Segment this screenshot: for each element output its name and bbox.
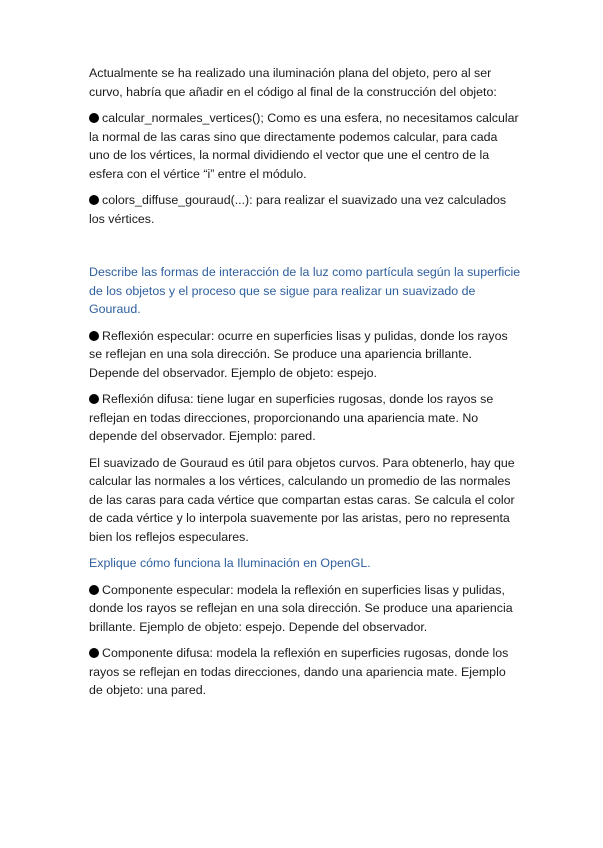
bullet-item-componente-difusa — [89, 644, 521, 700]
question-heading-1: Describe las formas de interacción de la luz como partícula según la superficie de los objetos y el proceso que se sigue para realizar un suavizado de Gouraud. — [89, 265, 521, 316]
bullet-item-reflexion-difusa — [89, 390, 521, 446]
bullet-item-normales — [89, 109, 521, 183]
bullet-text: calcular_normales_vertices(); Como es una esfera, no necesitamos calcular la normal de las caras sino que directamente podemos calcular, para cada uno de los vértices, la normal dividiendo el vector que une el centro de la esfera con el vértice “i” entre el módulo. — [89, 111, 519, 181]
bullet-icon — [89, 195, 99, 205]
bullet-icon — [89, 648, 99, 658]
bullet-icon — [89, 585, 99, 595]
bullet-text: Componente difusa: modela la reflexión en superficies rugosas, donde los rayos se reflejan en todas direcciones, dando una apariencia mate. Ejemplo de objeto: una pared. — [89, 646, 509, 697]
bullet-text: Componente especular: modela la reflexión en superficies lisas y pulidas, donde los rayos se reflejan en una sola dirección. Se produce una apariencia brillante. Ejemplo de objeto: espejo. Depende del observador. — [89, 582, 513, 634]
bullet-icon — [89, 331, 99, 341]
bullet-item-componente-especular — [89, 581, 521, 637]
bullet-text: Reflexión difusa: tiene lugar en superficies rugosas, donde los rayos se reflejan en todas direcciones, proporcionando una apariencia mate. No depende del observador. Ejemplo: pared. — [89, 392, 494, 443]
bullet-text: colors_diffuse_gouraud(...): para realizar el suavizado una vez calculados los vértices. — [89, 193, 507, 226]
intro-paragraph: Actualmente se ha realizado una iluminación plana del objeto, pero al ser curvo, habría que añadir en el código al final de la construcción del objeto: — [89, 66, 497, 99]
gouraud-paragraph: El suavizado de Gouraud es útil para objetos curvos. Para obtenerlo, hay que calcular las normales a los vértices, calculando un promedio de las normales de las caras para cada vértice que compartan estas caras. Se calcula el color de cada vértice y lo interpola suavemente por las aristas, pero no representa bien los reflejos especulares. — [89, 455, 515, 544]
bullet-item-reflexion-especular — [89, 327, 521, 383]
bullet-icon — [89, 113, 99, 123]
question-heading-2: Explique cómo funciona la Iluminación en OpenGL. — [89, 556, 371, 570]
bullet-item-gouraud-colors — [89, 191, 521, 228]
section-gap — [89, 236, 521, 263]
bullet-icon — [89, 394, 99, 404]
document-content — [89, 64, 521, 708]
bullet-text: Reflexión especular: ocurre en superficies lisas y pulidas, donde los rayos se reflejan en una sola dirección. Se produce una apariencia brillante. Depende del observador. Ejemplo de objeto: espejo. — [89, 328, 508, 380]
